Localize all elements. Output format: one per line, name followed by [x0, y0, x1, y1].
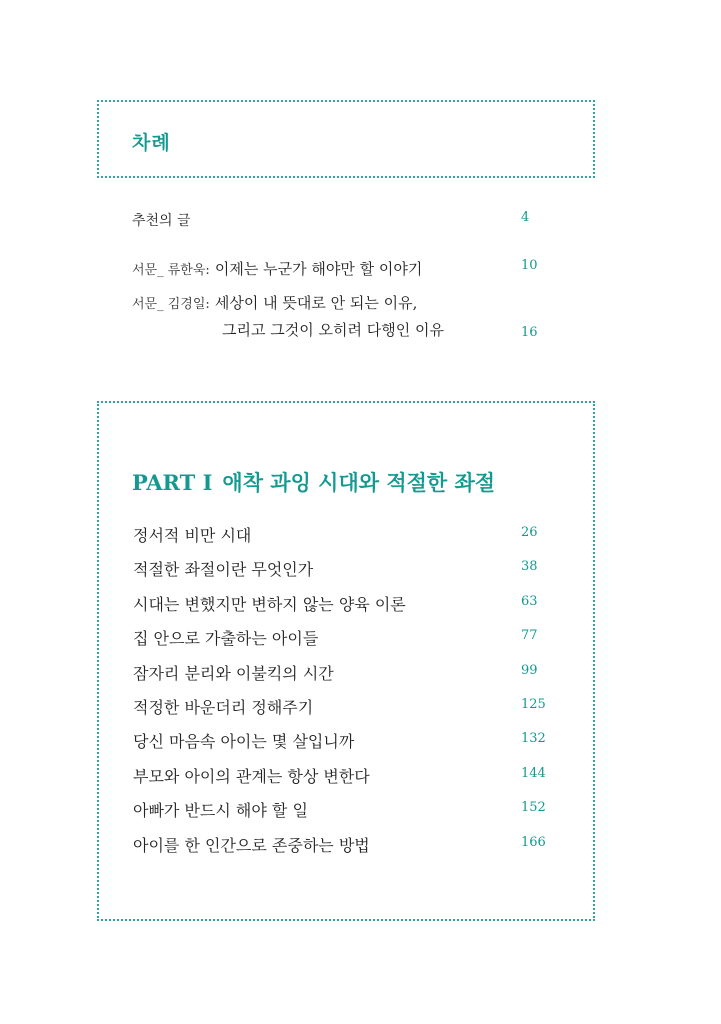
chapter-item[interactable]	[133, 557, 563, 591]
chapter-page: 125	[521, 696, 546, 712]
entry-title: 추천의 글	[132, 213, 191, 229]
chapter-title: 아이를 한 인간으로 존중하는 방법	[133, 835, 370, 855]
front-matter-entry	[132, 292, 552, 343]
chapter-title: 적절한 좌절이란 무엇인가	[133, 560, 314, 580]
chapter-page: 26	[521, 525, 538, 540]
entry-title: 이제는 누군가 해야만 할 이야기	[214, 260, 423, 278]
chapter-page: 77	[521, 628, 538, 644]
part-box	[97, 401, 595, 921]
chapter-item[interactable]	[133, 592, 563, 626]
part-heading	[132, 467, 495, 497]
chapter-item[interactable]	[133, 695, 563, 729]
chapter-item[interactable]	[133, 661, 563, 695]
entry-prefix: 서문_ 류한욱:	[132, 263, 210, 278]
entry-title: 세상이 내 뜻대로 안 되는 이유,	[214, 294, 418, 312]
chapter-page: 166	[521, 834, 546, 850]
chapter-title: 적정한 바운더리 정해주기	[133, 697, 314, 717]
entry-page: 16	[521, 325, 538, 340]
chapter-page: 132	[521, 731, 546, 747]
chapter-page: 152	[521, 800, 546, 816]
chapter-title: 잠자리 분리와 이불킥의 시간	[133, 663, 334, 683]
chapter-title: 정서적 비만 시대	[133, 526, 252, 545]
chapter-title: 시대는 변했지만 변하지 않는 양육 이론	[133, 594, 406, 614]
chapter-page: 63	[521, 593, 538, 609]
part-title: 애착 과잉 시대와 적절한 좌절	[222, 470, 496, 495]
entry-page: 4	[521, 210, 530, 225]
chapter-page: 38	[521, 559, 538, 575]
entry-prefix: 서문_ 김경일:	[132, 297, 210, 312]
part-number: PART I	[132, 470, 213, 495]
entry-title-line2: 그리고 그것이 오히려 다행인 이유	[222, 321, 444, 339]
chapter-title: 집 안으로 가출하는 아이들	[133, 629, 319, 649]
chapter-item[interactable]	[133, 833, 563, 867]
chapter-page: 99	[521, 662, 538, 678]
front-matter-entry	[132, 210, 552, 234]
chapter-title: 부모와 아이의 관계는 항상 변한다	[133, 766, 370, 786]
chapter-title: 아빠가 반드시 해야 할 일	[133, 801, 308, 821]
chapter-item[interactable]	[133, 798, 563, 832]
toc-title: 차례	[132, 132, 171, 154]
chapter-list	[133, 523, 563, 867]
entry-page: 10	[521, 258, 538, 273]
chapter-item[interactable]	[133, 764, 563, 798]
chapter-item[interactable]	[133, 729, 563, 763]
chapter-title: 당신 마음속 아이는 몇 살입니까	[133, 732, 355, 752]
chapter-item[interactable]	[133, 626, 563, 660]
chapter-item[interactable]	[133, 523, 563, 557]
front-matter-entry	[132, 258, 552, 282]
chapter-page: 144	[521, 765, 546, 781]
toc-header-box	[97, 100, 595, 178]
